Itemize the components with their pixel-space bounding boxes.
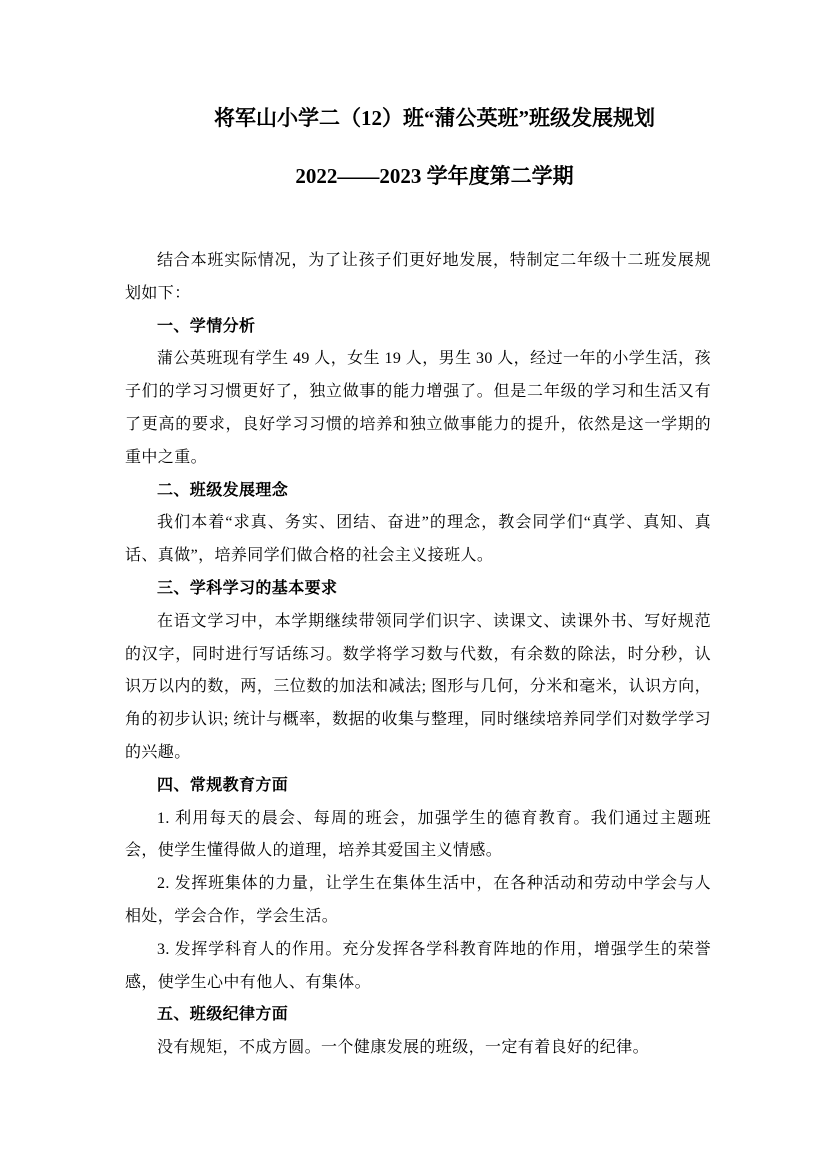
section-3-paragraph-1: 在语文学习中，本学期继续带领同学们识字、读课文、读课外书、写好规范的汉字，同时进行写话练习。数学将学习数与代数，有余数的除法，时分秒，认识万以内的数，两，三位数的加法和减法; 图形与几何，分米和毫米，认识方向，角的初步认识; 统计与概率，数据的收集与整理，同时继续培养同学们对数学学习的兴趣。	[125, 612, 711, 761]
section-4-heading: 四、常规教育方面	[157, 776, 289, 794]
section-5-paragraph-1: 没有规矩，不成方圆。一个健康发展的班级，一定有着良好的纪律。	[157, 1039, 650, 1057]
document-body	[125, 245, 711, 1065]
section-1-heading: 一、学情分析	[157, 317, 256, 335]
document-title: 将军山小学二（12）班“蒲公英班”班级发展规划	[214, 106, 655, 130]
section-4-paragraph-2: 2. 发挥班集体的力量，让学生在集体生活中，在各种活动和劳动中学会与人相处，学会合作，学会生活。	[125, 875, 711, 925]
document-subtitle: 2022——2023 学年度第二学期	[295, 164, 574, 188]
section-1-paragraph-1: 蒲公英班现有学生 49 人，女生 19 人，男生 30 人，经过一年的小学生活，孩子们的学习习惯更好了，独立做事的能力增强了。但是二年级的学习和生活又有了更高的要求，良好学习习惯的培养和独立做事能力的提升，依然是这一学期的重中之重。	[125, 350, 711, 466]
section-2-heading: 二、班级发展理念	[157, 481, 289, 499]
section-5-heading: 五、班级纪律方面	[157, 1006, 289, 1024]
section-3-heading: 三、学科学习的基本要求	[157, 579, 338, 597]
section-4-paragraph-1: 1. 利用每天的晨会、每周的班会，加强学生的德育教育。我们通过主题班会，使学生懂得做人的道理，培养其爱国主义情感。	[125, 809, 711, 860]
section-2-paragraph-1: 我们本着“求真、务实、团结、奋进”的理念，教会同学们“真学、真知、真话、真做”，培养同学们做合格的社会主义接班人。	[125, 514, 711, 565]
section-4-paragraph-3: 3. 发挥学科育人的作用。充分发挥各学科教育阵地的作用，增强学生的荣誉感，使学生心中有他人、有集体。	[125, 940, 711, 991]
intro-paragraph: 结合本班实际情况，为了让孩子们更好地发展，特制定二年级十二班发展规划如下：	[125, 252, 711, 302]
